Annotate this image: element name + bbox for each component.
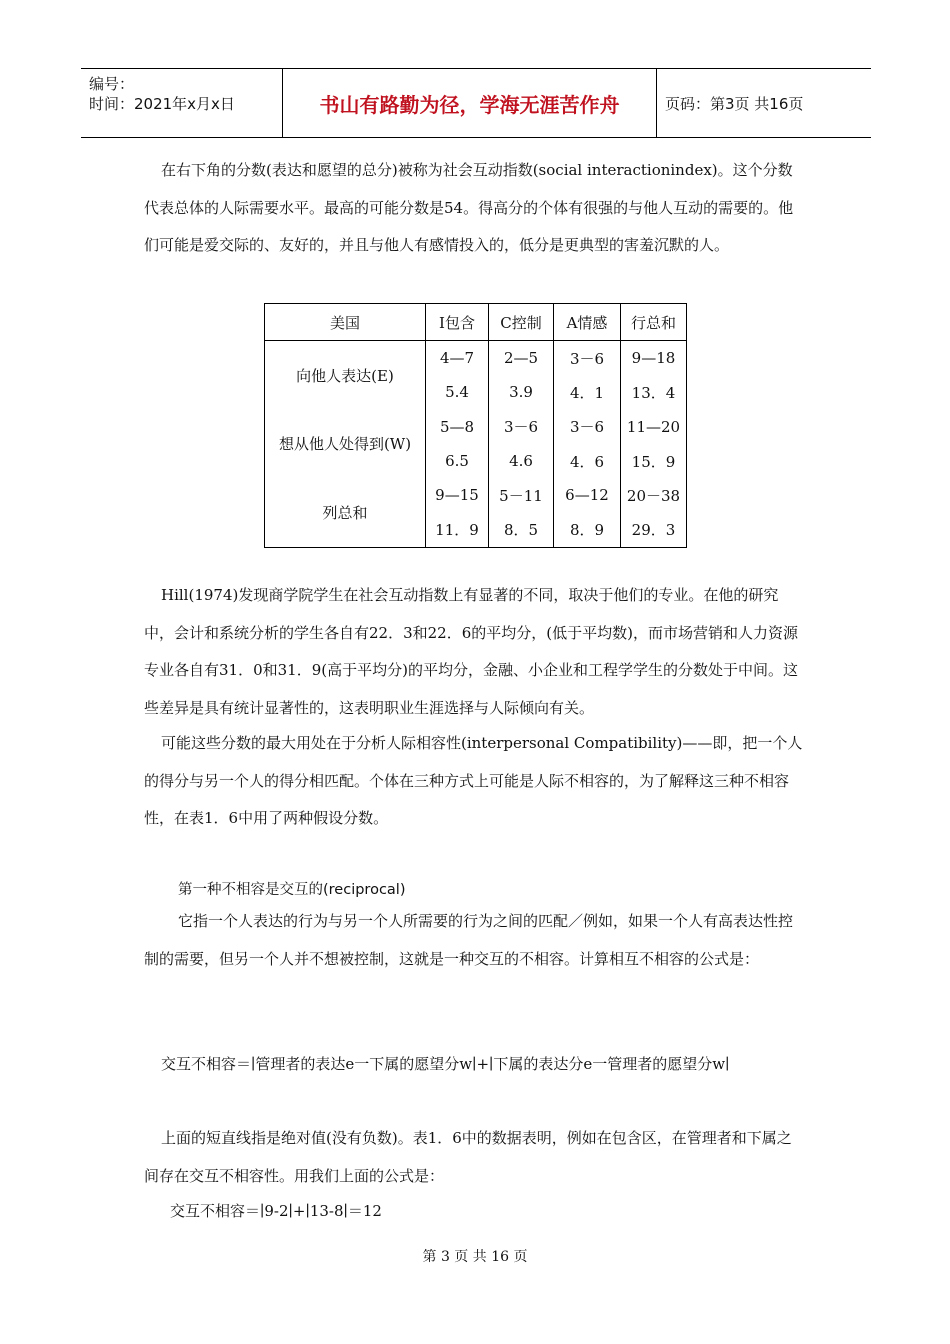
table-header-cell: C控制: [489, 304, 554, 341]
calculation-example: 交互不相容＝∣9-2∣+∣13-8∣＝12: [170, 1202, 382, 1220]
table-cell: 4．6: [554, 444, 621, 478]
table-cell: 13．4: [621, 375, 687, 409]
paragraph-compatibility: 可能这些分数的最大用处在于分析人际相容性(interpersonal Compatibility)——即，把一个人的得分与另一个人的得分相匹配。个体在三种方式上可能是人际不相容的，为了解释这三种不相容性，在表1．6中用了两种假设分数。: [144, 734, 803, 827]
table-cell: 15．9: [621, 444, 687, 478]
table-cell: 9—15: [426, 478, 489, 512]
table-cell: 29．3: [621, 513, 687, 548]
header-page-cell: [657, 69, 871, 137]
table-row: [265, 410, 687, 444]
page-footer: 第 3 页 共 16 页: [422, 1249, 528, 1265]
table-row: [265, 478, 687, 512]
table-cell: 8．5: [489, 513, 554, 548]
table-cell: 5.4: [426, 375, 489, 409]
row-group-label: 向他人表达(E): [296, 366, 394, 385]
paragraph-hill-study: Hill(1974)发现商学院学生在社会互动指数上有显著的不同，取决于他们的专业。在他的研究中，会计和系统分析的学生各自有22．3和22．6的平均分，(低于平均数)，而市场营销和人力资源专业各自有31．0和31．9(高于平均分)的平均分，金融、小企业和工程学学生的分数处于中间。这些差异是具有统计显著性的，这表明职业生涯选择与人际倾向有关。: [144, 586, 798, 717]
paragraph-reciprocal-definition: 它指一个人表达的行为与另一个人所需要的行为之间的匹配／例如，如果一个人有高表达性控制的需要，但另一个人并不想被控制，这就是一种交互的不相容。计算相互不相容的公式是：: [144, 912, 794, 968]
table-cell: 5—8: [426, 410, 489, 444]
table-header-cell: 美国: [265, 304, 426, 341]
page-header: [81, 68, 871, 138]
document-number-label: 编号：: [89, 75, 135, 93]
table-row: [265, 341, 687, 376]
section-subheading: 第一种不相容是交互的(reciprocal): [178, 882, 406, 898]
table-cell: 9—18: [621, 341, 687, 376]
paragraph-social-index: 在右下角的分数(表达和愿望的总分)被称为社会互动指数(social interactionindex)。这个分数代表总体的人际需要水平。最高的可能分数是54。得高分的个体有很强的与他人互动的需要的。他们可能是爱交际的、友好的，并且与他人有感情投入的，低分是更典型的害羞沉默的人。: [144, 161, 794, 254]
table-header-row: [265, 304, 687, 341]
table-cell: 4—7: [426, 341, 489, 376]
header-slogan-cell: [283, 69, 657, 137]
formula-reciprocal: 交互不相容＝∣管理者的表达e一下属的愿望分w∣+∣下属的表达分e一管理者的愿望分w∣: [161, 1055, 730, 1073]
table-cell: 11．9: [426, 513, 489, 548]
table-cell: 8．9: [554, 513, 621, 548]
table-cell: 11—20: [621, 410, 687, 444]
table-cell: 3－6: [489, 410, 554, 444]
table-header-cell: 行总和: [621, 304, 687, 341]
header-page-label: 页码：第3页 共16页: [665, 95, 804, 113]
table-cell: 6.5: [426, 444, 489, 478]
table-cell: 4．1: [554, 375, 621, 409]
row-group-label: 想从他人处得到(W): [278, 435, 412, 454]
scores-table: [264, 303, 687, 548]
table-cell: 20－38: [621, 478, 687, 512]
row-group-label: 列总和: [322, 504, 368, 523]
table-cell: 2—5: [489, 341, 554, 376]
table-cell: 3.9: [489, 375, 554, 409]
document-time-label: 时间：2021年x月x日: [89, 95, 235, 113]
header-meta-cell: [81, 69, 283, 137]
table-header-cell: A情感: [554, 304, 621, 341]
table-cell: 6—12: [554, 478, 621, 512]
table-cell: 4.6: [489, 444, 554, 478]
paragraph-absolute-value: 上面的短直线指是绝对值(没有负数)。表1．6中的数据表明，例如在包含区，在管理者和下属之间存在交互不相容性。用我们上面的公式是：: [144, 1129, 792, 1185]
table-cell: 3－6: [554, 341, 621, 376]
table-cell: 5－11: [489, 478, 554, 512]
table-header-cell: I包含: [426, 304, 489, 341]
table-cell: 3－6: [554, 410, 621, 444]
header-slogan: 书山有路勤为径，学海无涯苦作舟: [319, 93, 620, 117]
